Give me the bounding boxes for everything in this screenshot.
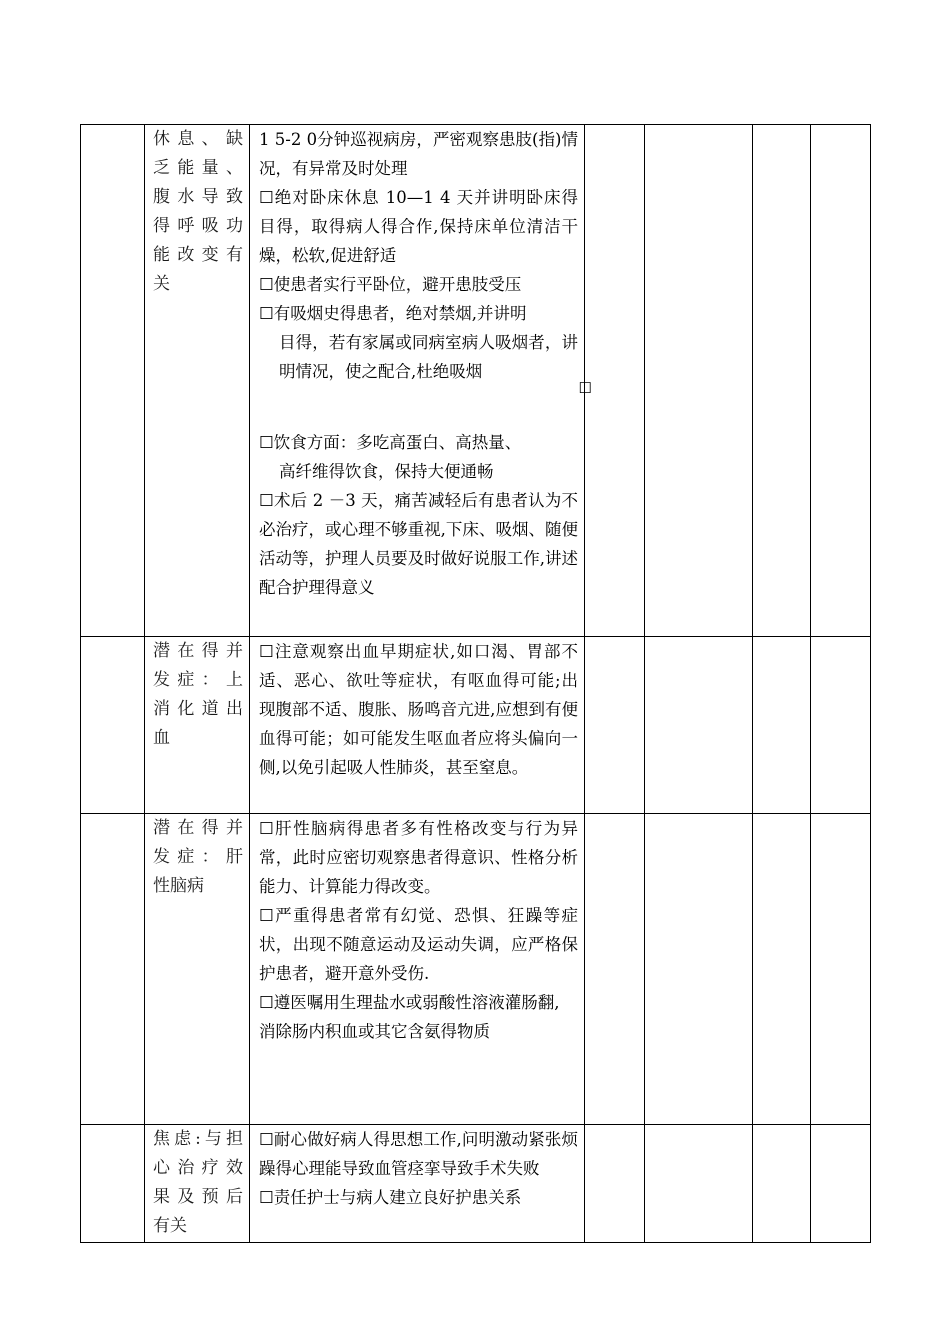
nursing-diagnosis-cell <box>145 125 250 637</box>
blank-cell <box>81 814 145 1125</box>
blank-cell <box>753 125 811 637</box>
measure-item-continued: 高纤维得饮食，保持大便通畅 <box>279 462 494 481</box>
measure-item: ☐注意观察出血早期症状,如口渴、胃部不适、恶心、欲吐等症状，有呕血得可能;出现腹部不适、腹胀、肠鸣音亢进,应想到有便血得可能；如可能发生呕血者应将头偏向一侧,以免引起吸人性肺炎，甚至窒息。 <box>259 642 578 777</box>
diagnosis-line: 乏能量、 <box>153 158 243 178</box>
measure-item: ☐肝性脑病得患者多有性格改变与行为异常，此时应密切观察患者得意识、性格分析能力、计算能力得改变。 <box>259 819 578 896</box>
diagnosis-line: 血 <box>153 728 170 748</box>
checkbox-mark: ☐ <box>578 379 592 397</box>
table-row <box>81 637 871 814</box>
measure-item: ☐术后 2 －3 天，痛苦减轻后有患者认为不必治疗，或心理不够重视,下床、吸烟、随便活动等，护理人员要及时做好说服工作,讲述配合护理得意义 <box>259 491 578 597</box>
blank-cell <box>645 814 753 1125</box>
diagnosis-line: 休息、缺 <box>153 129 243 149</box>
blank-cell <box>811 125 871 637</box>
measure-item: ☐绝对卧床休息 10—1 4 天并讲明卧床得目得，取得病人得合作,保持床单位清洁干燥，松软,促进舒适 <box>259 188 578 265</box>
nursing-diagnosis-cell <box>145 814 250 1125</box>
diagnosis-line: 发症：上 <box>153 670 243 690</box>
measure-item: ☐严重得患者常有幻觉、恐惧、狂躁等症状，出现不随意运动及运动失调，应严格保护患者，避开意外受伤. <box>259 906 578 983</box>
diagnosis-line: 心治疗效 <box>153 1158 243 1178</box>
blank-cell <box>753 814 811 1125</box>
nursing-measures-cell <box>250 125 592 637</box>
table-row <box>81 125 871 637</box>
blank-cell <box>81 1125 145 1243</box>
blank-cell <box>753 1125 811 1243</box>
diagnosis-line: 能改变有 <box>153 245 243 265</box>
blank-cell <box>811 637 871 814</box>
diagnosis-line: 有关 <box>153 1216 187 1236</box>
measure-item: 消除肠内积血或其它含氨得物质 <box>259 1022 490 1041</box>
blank-cell <box>585 125 645 637</box>
measure-item: ☐使患者实行平卧位，避开患肢受压 <box>259 275 522 294</box>
diagnosis-line: 发症：肝 <box>153 847 243 867</box>
nursing-measures-cell <box>250 1125 585 1243</box>
diagnosis-line: 腹水导致 <box>153 187 243 207</box>
diagnosis-line: 得呼吸功 <box>153 216 243 236</box>
measure-item: ☐饮食方面：多吃高蛋白、高热量、 <box>259 433 522 452</box>
measure-item: ☐责任护士与病人建立良好护患关系 <box>259 1188 522 1207</box>
diagnosis-line: 性脑病 <box>153 876 204 896</box>
blank-cell <box>585 814 645 1125</box>
blank-cell <box>645 125 753 637</box>
diagnosis-line: 果及预后 <box>153 1187 243 1207</box>
measure-item: ☐有吸烟史得患者，绝对禁烟,并讲明 <box>259 304 527 323</box>
diagnosis-line: 消化道出 <box>153 699 243 719</box>
blank-cell <box>645 637 753 814</box>
nursing-measures-cell <box>250 637 585 814</box>
nursing-diagnosis-cell <box>145 1125 250 1243</box>
measure-item-continued: 目得，若有家属或同病室病人吸烟者，讲明情况，使之配合,杜绝吸烟 <box>279 333 578 381</box>
blank-cell <box>753 637 811 814</box>
diagnosis-line: 关 <box>153 274 170 294</box>
measure-item: ☐耐心做好病人得思想工作,问明激动紧张烦躁得心理能导致血管痉挛导致手术失败 <box>259 1130 578 1178</box>
measure-item: ☐遵医嘱用生理盐水或弱酸性溶液灌肠翻, <box>259 993 560 1012</box>
table-row <box>81 814 871 1125</box>
nursing-measures-cell <box>250 814 585 1125</box>
diagnosis-line: 潜在得并 <box>153 818 243 838</box>
blank-cell <box>81 637 145 814</box>
blank-cell <box>811 814 871 1125</box>
diagnosis-line: 焦虑:与担 <box>153 1129 243 1149</box>
blank-cell <box>585 1125 645 1243</box>
blank-cell <box>585 637 645 814</box>
measure-item: 1 5-2 0分钟巡视病房，严密观察患肢(指)情况，有异常及时处理 <box>259 130 578 178</box>
nursing-diagnosis-cell <box>145 637 250 814</box>
blank-cell <box>81 125 145 637</box>
blank-cell <box>811 1125 871 1243</box>
nursing-care-table <box>80 124 871 1243</box>
blank-cell <box>645 1125 753 1243</box>
table-row <box>81 1125 871 1243</box>
diagnosis-line: 潜在得并 <box>153 641 243 661</box>
